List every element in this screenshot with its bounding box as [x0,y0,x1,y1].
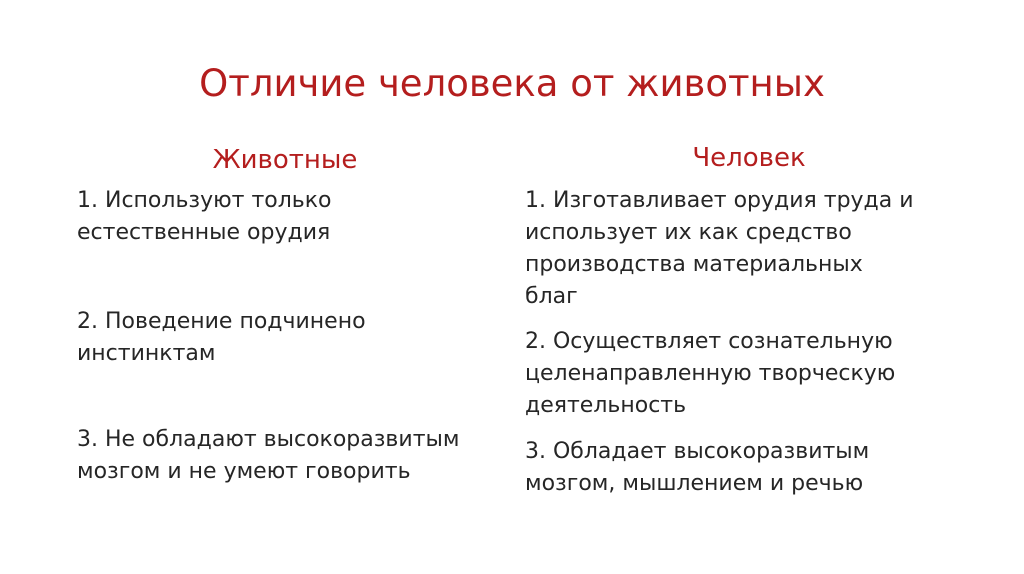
animals-item-3: 3. Не обладают высокоразвитым мозгом и не умеют говорить [77,427,460,484]
human-item-2: 2. Осуществляет сознательную целенаправленную творческую деятельность [525,329,896,418]
human-item-1: 1. Изготавливает орудия труда и использует их как средство производства материальных благ [525,188,914,309]
column-header-animals: Животные [212,145,358,175]
human-item-3: 3. Обладает высокоразвитым мозгом, мышлением и речью [525,439,870,496]
animals-item-2: 2. Поведение подчинено инстинктам [77,309,366,366]
slide-title: Отличие человека от животных [199,62,825,105]
column-header-human: Человек [692,143,806,173]
animals-item-1: 1. Используют только естественные орудия [77,188,332,245]
